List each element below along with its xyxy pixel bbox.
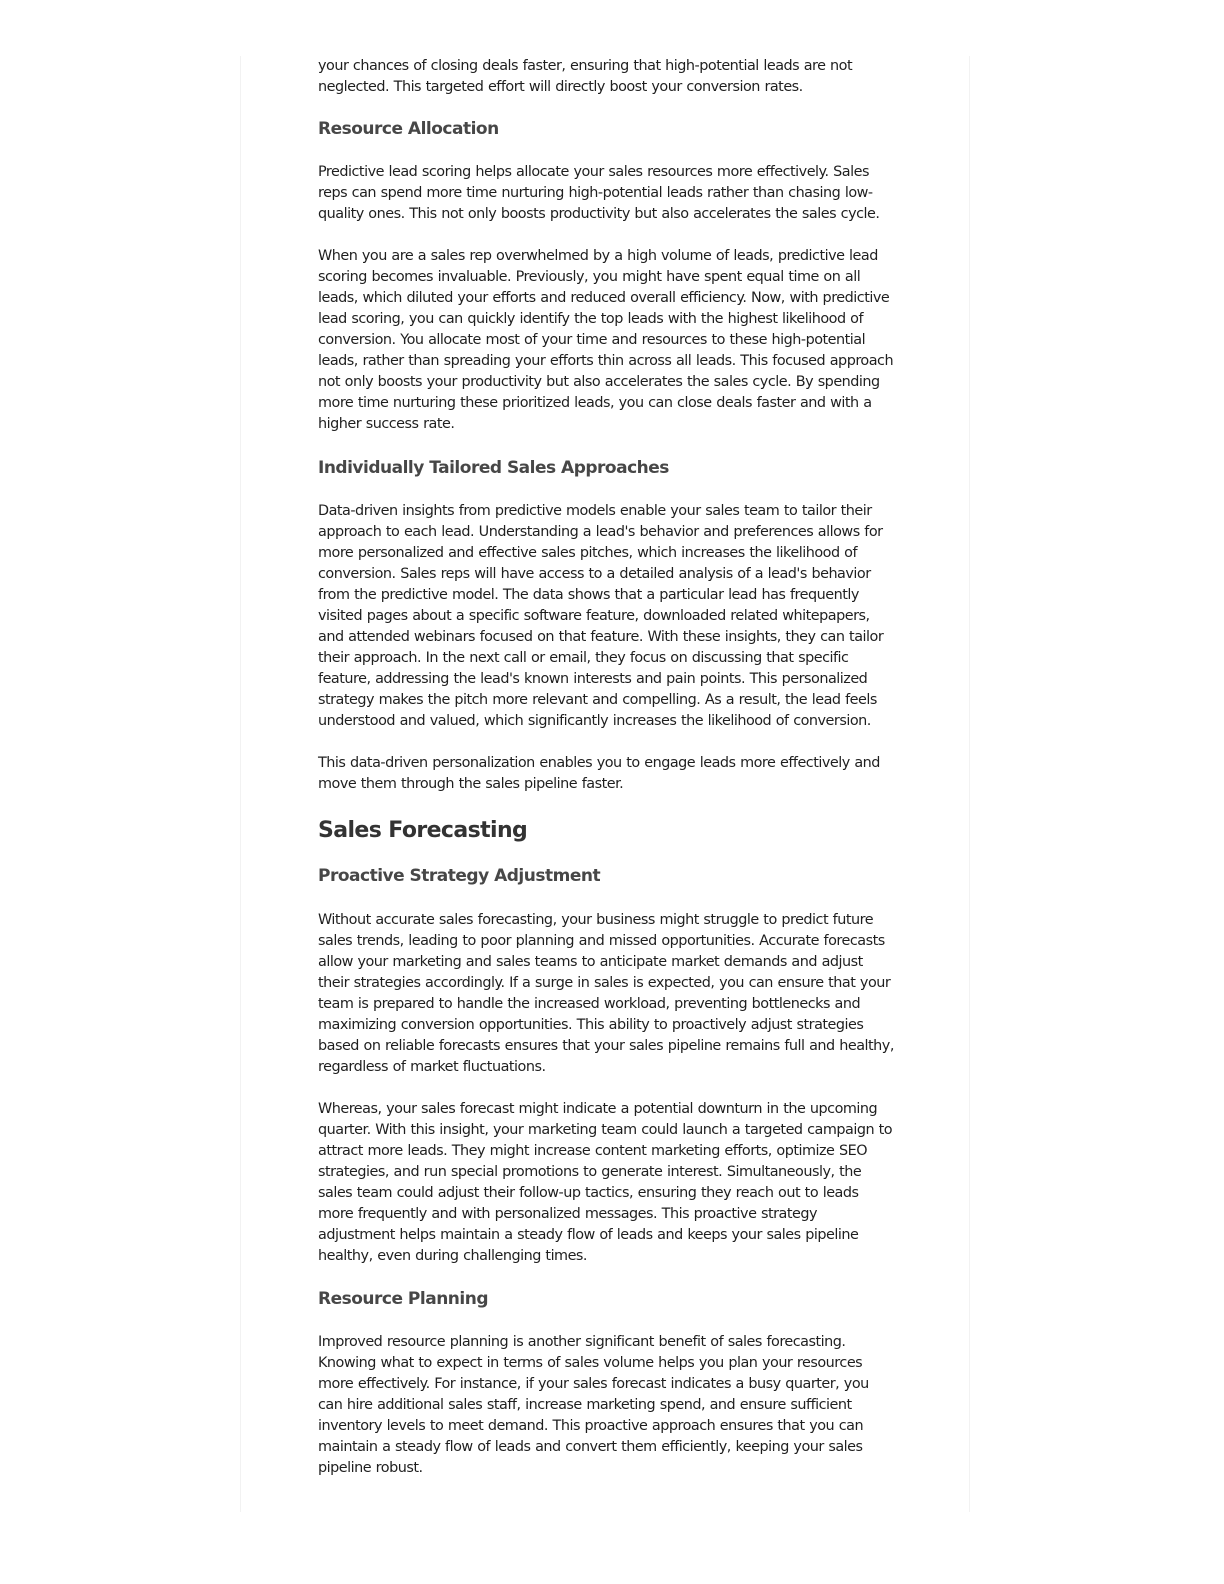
paragraph: Data-driven insights from predictive models enable your sales team to tailor their approach to each lead. Understanding a lead's behavior and preferences allows for more personalized and effective sales pitches, which increases the likelihood of conversion. Sales reps will have access to a detailed analysis of a lead's behavior from the predictive model. The data shows that a particular lead has frequently visited pages about a specific software feature, downloaded related whitepapers, and attended webinars focused on that feature. With these insights, they can tailor their approach. In the next call or email, they focus on discussing that specific feature, addressing the lead's known interests and pain points. This personalized strategy makes the pitch more relevant and compelling. As a result, the lead feels understood and valued, which significantly increases the likelihood of conversion.	[318, 503, 884, 729]
paragraph: When you are a sales rep overwhelmed by a high volume of leads, predictive lead scoring becomes invaluable. Previously, you might have spent equal time on all leads, which diluted your efforts and reduced overall efficiency. Now, with predictive lead scoring, you can quickly identify the top leads with the highest likelihood of conversion. You allocate most of your time and resources to these high-potential leads, rather than spreading your efforts thin across all leads. This focused approach not only boosts your productivity but also accelerates the sales cycle. By spending more time nurturing these prioritized leads, you can close deals faster and with a higher success rate.	[318, 248, 894, 432]
heading-resource-allocation: Resource Allocation	[318, 119, 499, 139]
heading-tailored-approaches: Individually Tailored Sales Approaches	[318, 458, 669, 478]
paragraph: This data-driven personalization enables you to engage leads more effectively and move them through the sales pipeline faster.	[318, 755, 880, 792]
paragraph: Improved resource planning is another significant benefit of sales forecasting. Knowing what to expect in terms of sales volume helps you plan your resources more effectively. For instance, if your sales forecast indicates a busy quarter, you can hire additional sales staff, increase marketing spend, and ensure sufficient inventory levels to meet demand. This proactive approach ensures that you can maintain a steady flow of leads and convert them efficiently, keeping your sales pipeline robust.	[318, 1334, 869, 1476]
heading-proactive-strategy: Proactive Strategy Adjustment	[318, 866, 601, 886]
paragraph: Whereas, your sales forecast might indicate a potential downturn in the upcoming quarter. With this insight, your marketing team could launch a targeted campaign to attract more leads. They might increase content marketing efforts, optimize SEO strategies, and run special promotions to generate interest. Simultaneously, the sales team could adjust their follow-up tactics, ensuring they reach out to leads more frequently and with personalized messages. This proactive strategy adjustment helps maintain a steady flow of leads and keeps your sales pipeline healthy, even during challenging times.	[318, 1101, 893, 1264]
intro-paragraph: your chances of closing deals faster, ensuring that high-potential leads are not neglected. This targeted effort will directly boost your conversion rates.	[318, 58, 853, 95]
paragraph: Predictive lead scoring helps allocate your sales resources more effectively. Sales reps can spend more time nurturing high-potential leads rather than chasing low-quality ones. This not only boosts productivity but also accelerates the sales cycle.	[318, 164, 880, 222]
paragraph: Without accurate sales forecasting, your business might struggle to predict future sales trends, leading to poor planning and missed opportunities. Accurate forecasts allow your marketing and sales teams to anticipate market demands and adjust their strategies accordingly. If a surge in sales is expected, you can ensure that your team is prepared to handle the increased workload, preventing bottlenecks and maximizing conversion opportunities. This ability to proactively adjust strategies based on reliable forecasts ensures that your sales pipeline remains full and healthy, regardless of market fluctuations.	[318, 912, 894, 1075]
heading-resource-planning: Resource Planning	[318, 1289, 488, 1309]
heading-sales-forecasting: Sales Forecasting	[318, 818, 528, 843]
document-page	[240, 56, 970, 1512]
